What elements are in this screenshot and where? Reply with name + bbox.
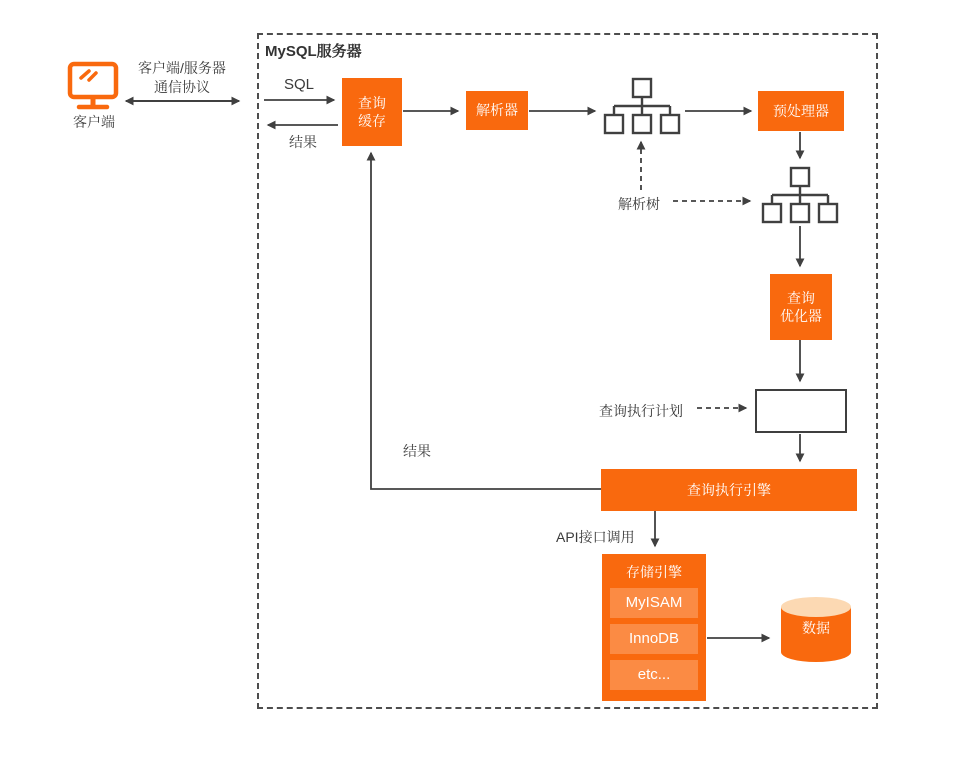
data-store-label: 数据 — [802, 620, 830, 636]
optimizer-line2: 优化器 — [780, 308, 822, 324]
protocol-line1: 客户端/服务器 — [138, 60, 226, 76]
sql-label: SQL — [284, 76, 315, 93]
monitor-icon — [66, 60, 122, 114]
query-optimizer-node — [770, 274, 832, 340]
query-cache-node — [342, 78, 402, 146]
query-cache-line2: 缓存 — [358, 113, 386, 129]
client-label: 客户端 — [73, 114, 115, 130]
database-cylinder-icon — [779, 596, 853, 664]
preprocessor-node — [758, 91, 844, 131]
result-back-label: 结果 — [403, 443, 431, 459]
result-in-label: 结果 — [289, 134, 317, 150]
query-cache-line1: 查询 — [358, 94, 386, 111]
protocol-line2: 通信协议 — [154, 79, 210, 95]
query-plan-label: 查询执行计划 — [599, 403, 683, 419]
storage-item-myisam: MyISAM — [610, 588, 698, 618]
parse-tree-label: 解析树 — [618, 196, 660, 212]
storage-engine-node — [602, 554, 706, 701]
exec-engine-label: 查询执行引擎 — [687, 481, 771, 498]
exec-engine-node — [601, 469, 857, 511]
storage-item-etc: etc... — [610, 660, 698, 690]
parser-label: 解析器 — [476, 102, 518, 119]
api-call-label: API接口调用 — [556, 529, 635, 545]
mysql-server-title: MySQL服务器 — [265, 43, 362, 60]
optimizer-line1: 查询 — [787, 289, 815, 306]
storage-item-innodb: InnoDB — [610, 624, 698, 654]
protocol-label — [118, 59, 246, 97]
storage-engine-title: 存储引擎 — [626, 564, 682, 580]
parser-node — [466, 91, 528, 130]
query-plan-box — [755, 389, 847, 433]
preprocessor-label: 预处理器 — [773, 102, 829, 119]
